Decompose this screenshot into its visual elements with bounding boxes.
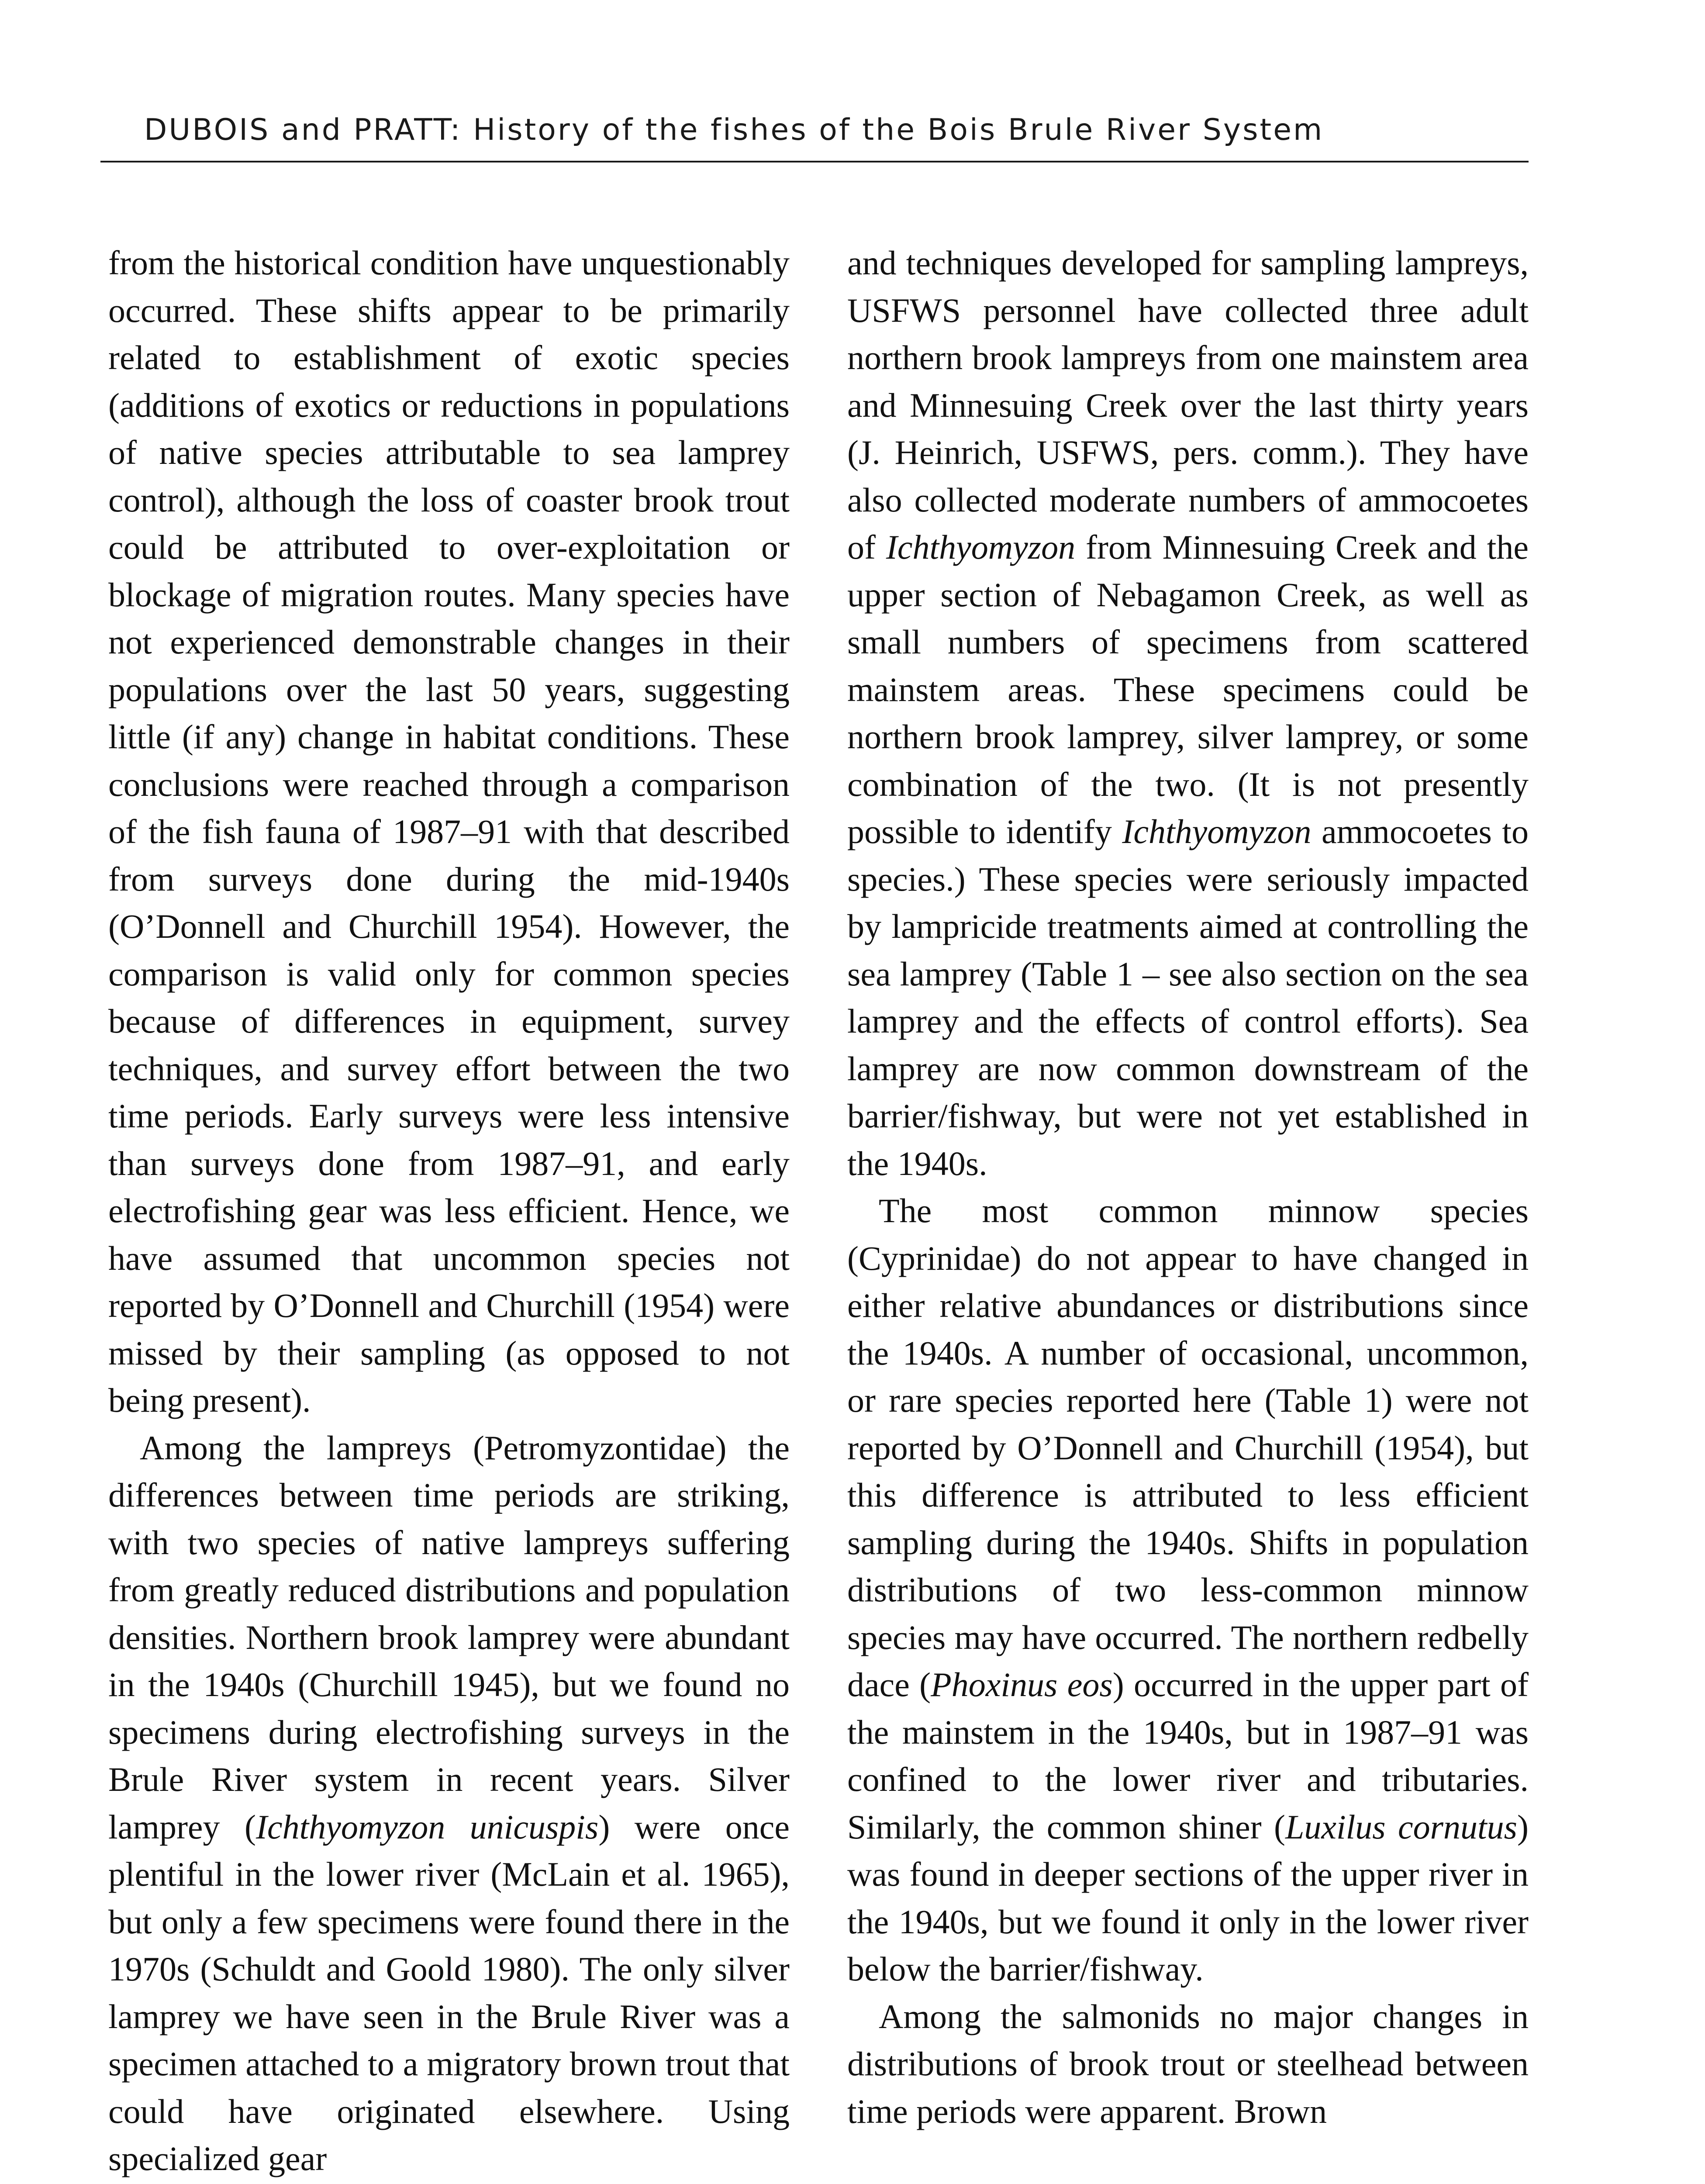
right-paragraph-2-part-b: ) occurred in the upper part of the mainstem in the 1940s, but in 1987–91 was confined to the lower river and tributaries. Similarly, the common shiner ( bbox=[847, 1666, 1529, 1846]
right-paragraph-3: Among the salmonids no major changes in distributions of brook trout or steelhead between time periods were apparent. Brown bbox=[847, 1997, 1529, 2130]
header-rule bbox=[100, 161, 1529, 162]
scientific-name-ichthyomyzon-1: Ichthyomyzon bbox=[886, 528, 1076, 566]
scientific-name-silver-lamprey: Ichthyomyzon unicuspis bbox=[256, 1807, 599, 1846]
scientific-name-luxilus-cornutus: Luxilus cornutus bbox=[1285, 1807, 1518, 1846]
right-paragraph-2 bbox=[847, 1187, 1529, 1993]
left-paragraph-2-part-b: ) were once plentiful in the lower river (McLain et al. 1965), but only a few specimens were found there in the 1970s (Schuldt and Goold 1980). The only silver lamprey we have seen in the Brule River was a specimen attached to a migratory brown trout that could have originated elsewhere. Using specialized gear bbox=[108, 1807, 790, 2177]
left-paragraph-2-part-a: Among the lampreys (Petromyzontidae) the differences between time periods are striking, with two species of native lampreys suffering from greatly reduced distributions and population densities. Northern brook lamprey were abundant in the 1940s (Churchill 1945), but we found no specimens during electrofishing surveys in the Brule River system in recent years. Silver lamprey ( bbox=[108, 1428, 790, 1846]
right-paragraph-1 bbox=[847, 239, 1529, 1187]
left-column bbox=[108, 239, 790, 2183]
right-paragraph-2-part-c: ) was found in deeper sections of the upper river in the 1940s, but we found it only in the lower river below the barrier/fishway. bbox=[847, 1807, 1529, 1988]
left-paragraph-1: from the historical condition have unquestionably occurred. These shifts appear to be primarily related to establishment of exotic species (additions of exotics or reductions in populations of native species attributable to sea lamprey control), although the loss of coaster brook trout could be attributed to over-exploitation or blockage of migration routes. Many species have not experienced demonstrable changes in their populations over the last 50 years, suggesting little (if any) change in habitat conditions. These conclusions were reached through a comparison of the fish fauna of 1987–91 with that described from surveys done during the mid-1940s (O’Donnell and Churchill 1954). However, the comparison is valid only for common species because of differences in equipment, survey techniques, and survey effort between the two time periods. Early surveys were less intensive than surveys done from 1987–91, and early electrofishing gear was less efficient. Hence, we have assumed that uncommon species not reported by O’Donnell and Churchill (1954) were missed by their sampling (as opposed to not being present). bbox=[108, 244, 790, 1419]
right-paragraph-1-part-c: ammocoetes to species.) These species were seriously impacted by lampricide treatments aimed at controlling the sea lamprey (Table 1 – see also section on the sea lamprey and the effects of control efforts). Sea lamprey are now common downstream of the barrier/fishway, but were not yet established in the 1940s. bbox=[847, 812, 1529, 1182]
left-paragraph-2 bbox=[108, 1424, 790, 2183]
running-head: DUBOIS and PRATT: History of the fishes of the Bois Brule River System bbox=[144, 113, 1324, 147]
right-column bbox=[847, 239, 1529, 2135]
right-paragraph-2-part-a: The most common minnow species (Cyprinidae) do not appear to have changed in either relative abundances or distributions since the 1940s. A number of occasional, uncommon, or rare species reported here (Table 1) were not reported by O’Donnell and Churchill (1954), but this difference is attributed to less efficient sampling during the 1940s. Shifts in population distributions of two less-common minnow species may have occurred. The northern redbelly dace ( bbox=[847, 1192, 1529, 1704]
right-paragraph-1-part-b: from Minnesuing Creek and the upper section of Nebagamon Creek, as well as small numbers of specimens from scattered mainstem areas. These specimens could be northern brook lamprey, silver lamprey, or some combination of the two. (It is not presently possible to identify bbox=[847, 528, 1529, 850]
scientific-name-ichthyomyzon-2: Ichthyomyzon bbox=[1122, 812, 1312, 850]
scientific-name-phoxinus-eos: Phoxinus eos bbox=[931, 1666, 1113, 1704]
right-paragraph-1-part-a: and techniques developed for sampling lampreys, USFWS personnel have collected three adult northern brook lampreys from one mainstem area and Minnesuing Creek over the last thirty years (J. Heinrich, USFWS, pers. comm.). They have also collected moderate numbers of ammocoetes of bbox=[847, 244, 1529, 566]
